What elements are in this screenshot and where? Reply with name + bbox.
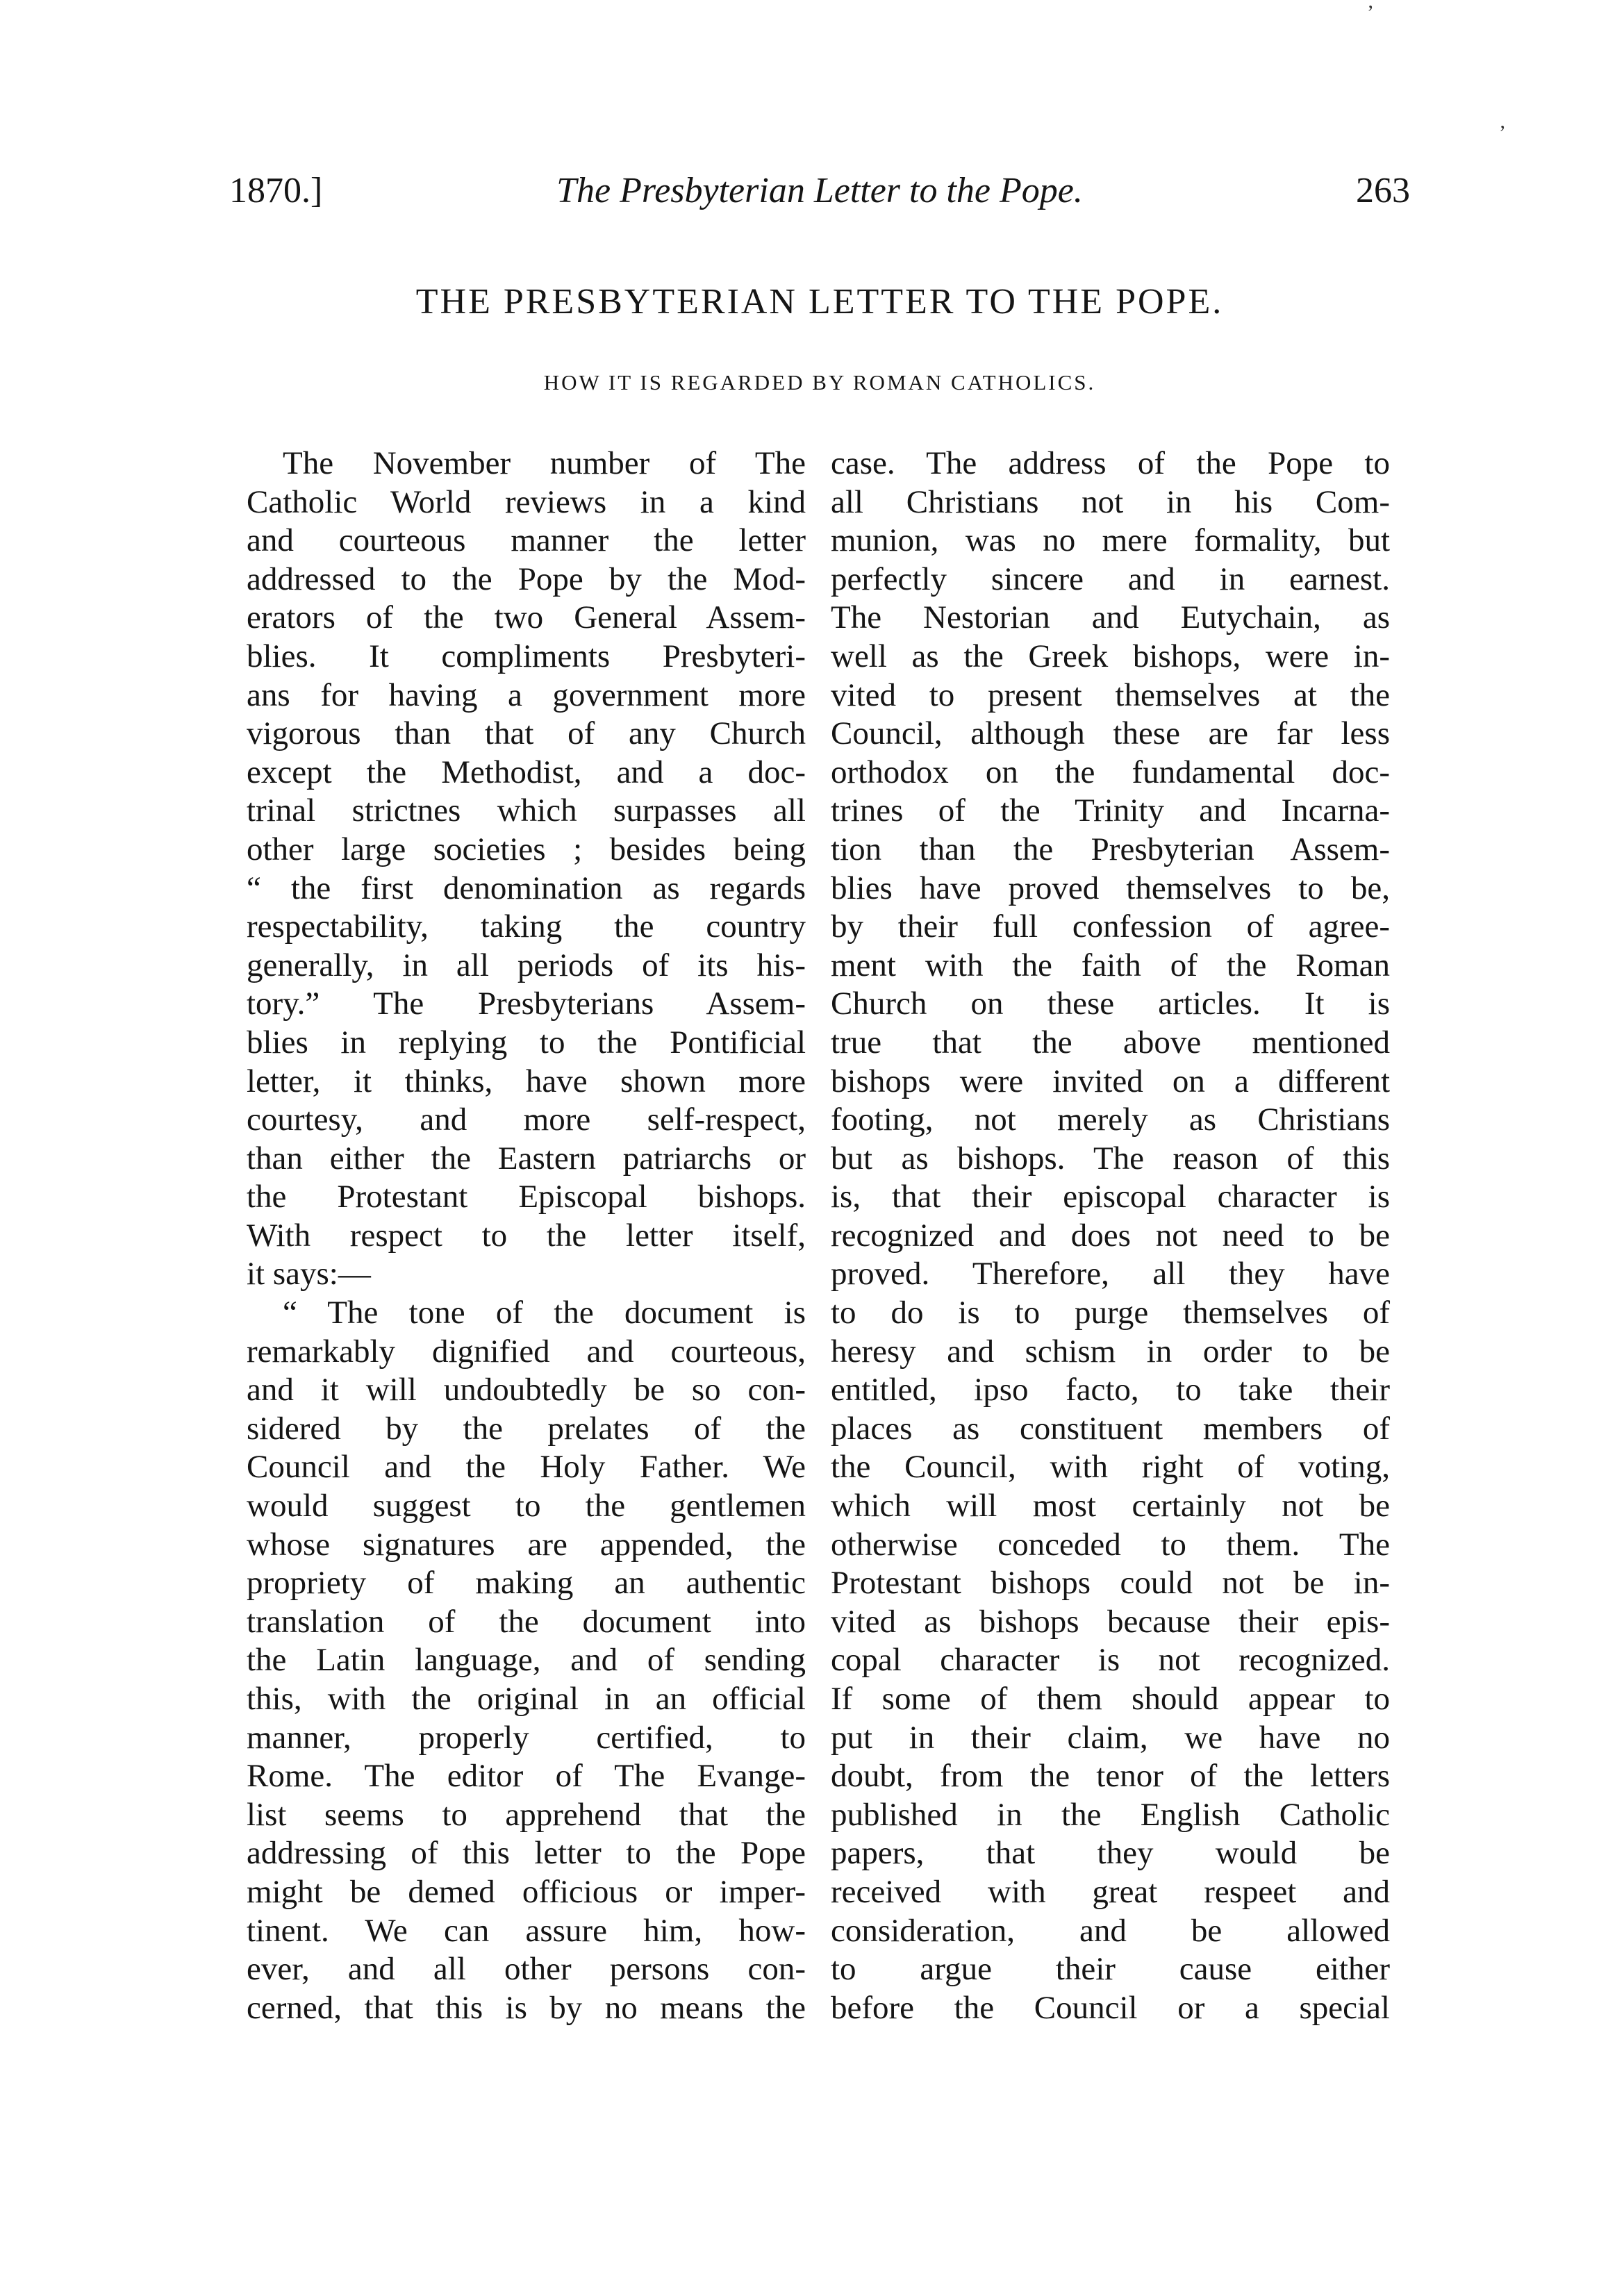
text-line: addressing of this letter to the Pope [247,1835,806,1872]
text-line: consideration, and be allowed [831,1912,1390,1949]
text-line: munion, was no mere formality, but [831,522,1390,559]
text-line: Protestant bishops could not be in- [831,1565,1390,1602]
text-line: generally, in all periods of its his- [247,947,806,983]
text-line: by their full confession of agree- [831,908,1390,945]
text-line: translation of the document into [247,1603,806,1640]
article-title: THE PRESBYTERIAN LETTER TO THE POPE. [415,282,1224,322]
text-line: orthodox on the fundamental doc- [831,754,1390,790]
text-line: addressed to the Pope by the Mod- [247,560,806,597]
running-title: The Presbyterian Letter to the Pope. [556,171,1083,210]
text-line: If some of them should appear to [831,1681,1390,1717]
text-line: than either the Eastern patriarchs or [247,1140,806,1177]
text-line: erators of the two General Assem- [247,599,806,636]
text-line: proved. Therefore, all they have [831,1256,1390,1293]
text-line: is, that their episcopal character is [831,1179,1390,1215]
text-line: before the Council or a special [831,1989,1390,2026]
text-line: it says:— [247,1256,371,1293]
left-column [247,444,806,2027]
text-line: trinal strictnes which surpasses all [247,792,806,829]
text-line: With respect to the letter itself, [247,1217,806,1254]
side-edge-mark: ʼ [1499,122,1506,144]
text-line: courtesy, and more self-respect, [247,1102,806,1138]
text-line: Church on these articles. It is [831,986,1390,1022]
text-line: ment with the faith of the Roman [831,947,1390,983]
text-line: published in the English Catholic [831,1796,1390,1833]
article-subtitle: HOW IT IS REGARDED BY ROMAN CATHOLICS. [543,370,1096,394]
text-line: papers, that they would be [831,1835,1390,1872]
text-line: except the Methodist, and a doc- [247,754,806,790]
text-line: perfectly sincere and in earnest. [831,560,1390,597]
text-line: the Protestant Episcopal bishops. [247,1179,806,1215]
text-line: case. The address of the Pope to [831,445,1390,481]
text-line: might be demed officious or imper- [247,1873,806,1910]
text-line: true that the above mentioned [831,1024,1390,1061]
year-label: 1870.] [229,171,323,210]
text-line: respectability, taking the country [247,908,806,945]
text-line: all Christians not in his Com- [831,483,1390,520]
text-line: vigorous than that of any Church [247,715,806,752]
text-line: the Latin language, and of sending [247,1642,806,1679]
text-line: manner, properly certified, to [247,1719,806,1756]
text-line: Council, although these are far less [831,715,1390,752]
text-line: which will most certainly not be [831,1488,1390,1524]
text-line: propriety of making an authentic [247,1565,806,1602]
text-line: this, with the original in an official [247,1681,806,1717]
text-line: the Council, with right of voting, [831,1449,1390,1486]
text-line: received with great respeet and [831,1873,1390,1910]
text-line: “ the first denomination as regards [247,870,806,906]
text-line: but as bishops. The reason of this [831,1140,1390,1177]
text-line: list seems to apprehend that the [247,1796,806,1833]
text-line: other large societies ; besides being [247,831,806,867]
page-number: 263 [1356,171,1410,210]
text-line: to argue their cause either [831,1951,1390,1988]
text-line: and courteous manner the letter [247,522,806,559]
text-line: recognized and does not need to be [831,1217,1390,1254]
text-line: sidered by the prelates of the [247,1410,806,1447]
text-line: and it will undoubtedly be so con- [247,1372,806,1408]
text-line: blies in replying to the Pontificial [247,1024,806,1061]
text-line: vited to present themselves at the [831,676,1390,713]
text-line: cerned, that this is by no means the [247,1989,806,2026]
text-line: well as the Greek bishops, were in- [831,638,1390,674]
text-line: ans for having a government more [247,676,806,713]
text-line: trines of the Trinity and Incarna- [831,792,1390,829]
text-line: tion than the Presbyterian Assem- [831,831,1390,867]
text-line: remarkably dignified and courteous, [247,1333,806,1370]
text-line: heresy and schism in order to be [831,1333,1390,1370]
text-line: entitled, ipso facto, to take their [831,1372,1390,1408]
text-line: put in their claim, we have no [831,1719,1390,1756]
text-line: ever, and all other persons con- [247,1951,806,1988]
text-line: Rome. The editor of The Evange- [247,1758,806,1795]
text-line: letter, it thinks, have shown more [247,1063,806,1099]
text-line: Catholic World reviews in a kind [247,483,806,520]
text-line: to do is to purge themselves of [831,1295,1390,1331]
text-line: whose signatures are appended, the [247,1526,806,1563]
text-line: blies. It compliments Presbyteri- [247,638,806,674]
right-column [831,444,1390,2027]
text-line: footing, not merely as Christians [831,1102,1390,1138]
text-line: otherwise conceded to them. The [831,1526,1390,1563]
text-line: bishops were invited on a different [831,1063,1390,1099]
text-line: blies have proved themselves to be, [831,870,1390,906]
text-line: The Nestorian and Eutychain, as [831,599,1390,636]
text-line: The November number of The [283,445,806,481]
running-head [229,170,1410,226]
text-line: copal character is not recognized. [831,1642,1390,1679]
text-line: “ The tone of the document is [283,1295,806,1331]
text-line: tinent. We can assure him, how- [247,1912,806,1949]
text-line: doubt, from the tenor of the letters [831,1758,1390,1795]
text-line: Council and the Holy Father. We [247,1449,806,1486]
top-edge-mark: ʼ [1367,1,1374,24]
text-line: tory.” The Presbyterians Assem- [247,986,806,1022]
text-line: vited as bishops because their epis- [831,1603,1390,1640]
text-line: would suggest to the gentlemen [247,1488,806,1524]
text-line: places as constituent members of [831,1410,1390,1447]
